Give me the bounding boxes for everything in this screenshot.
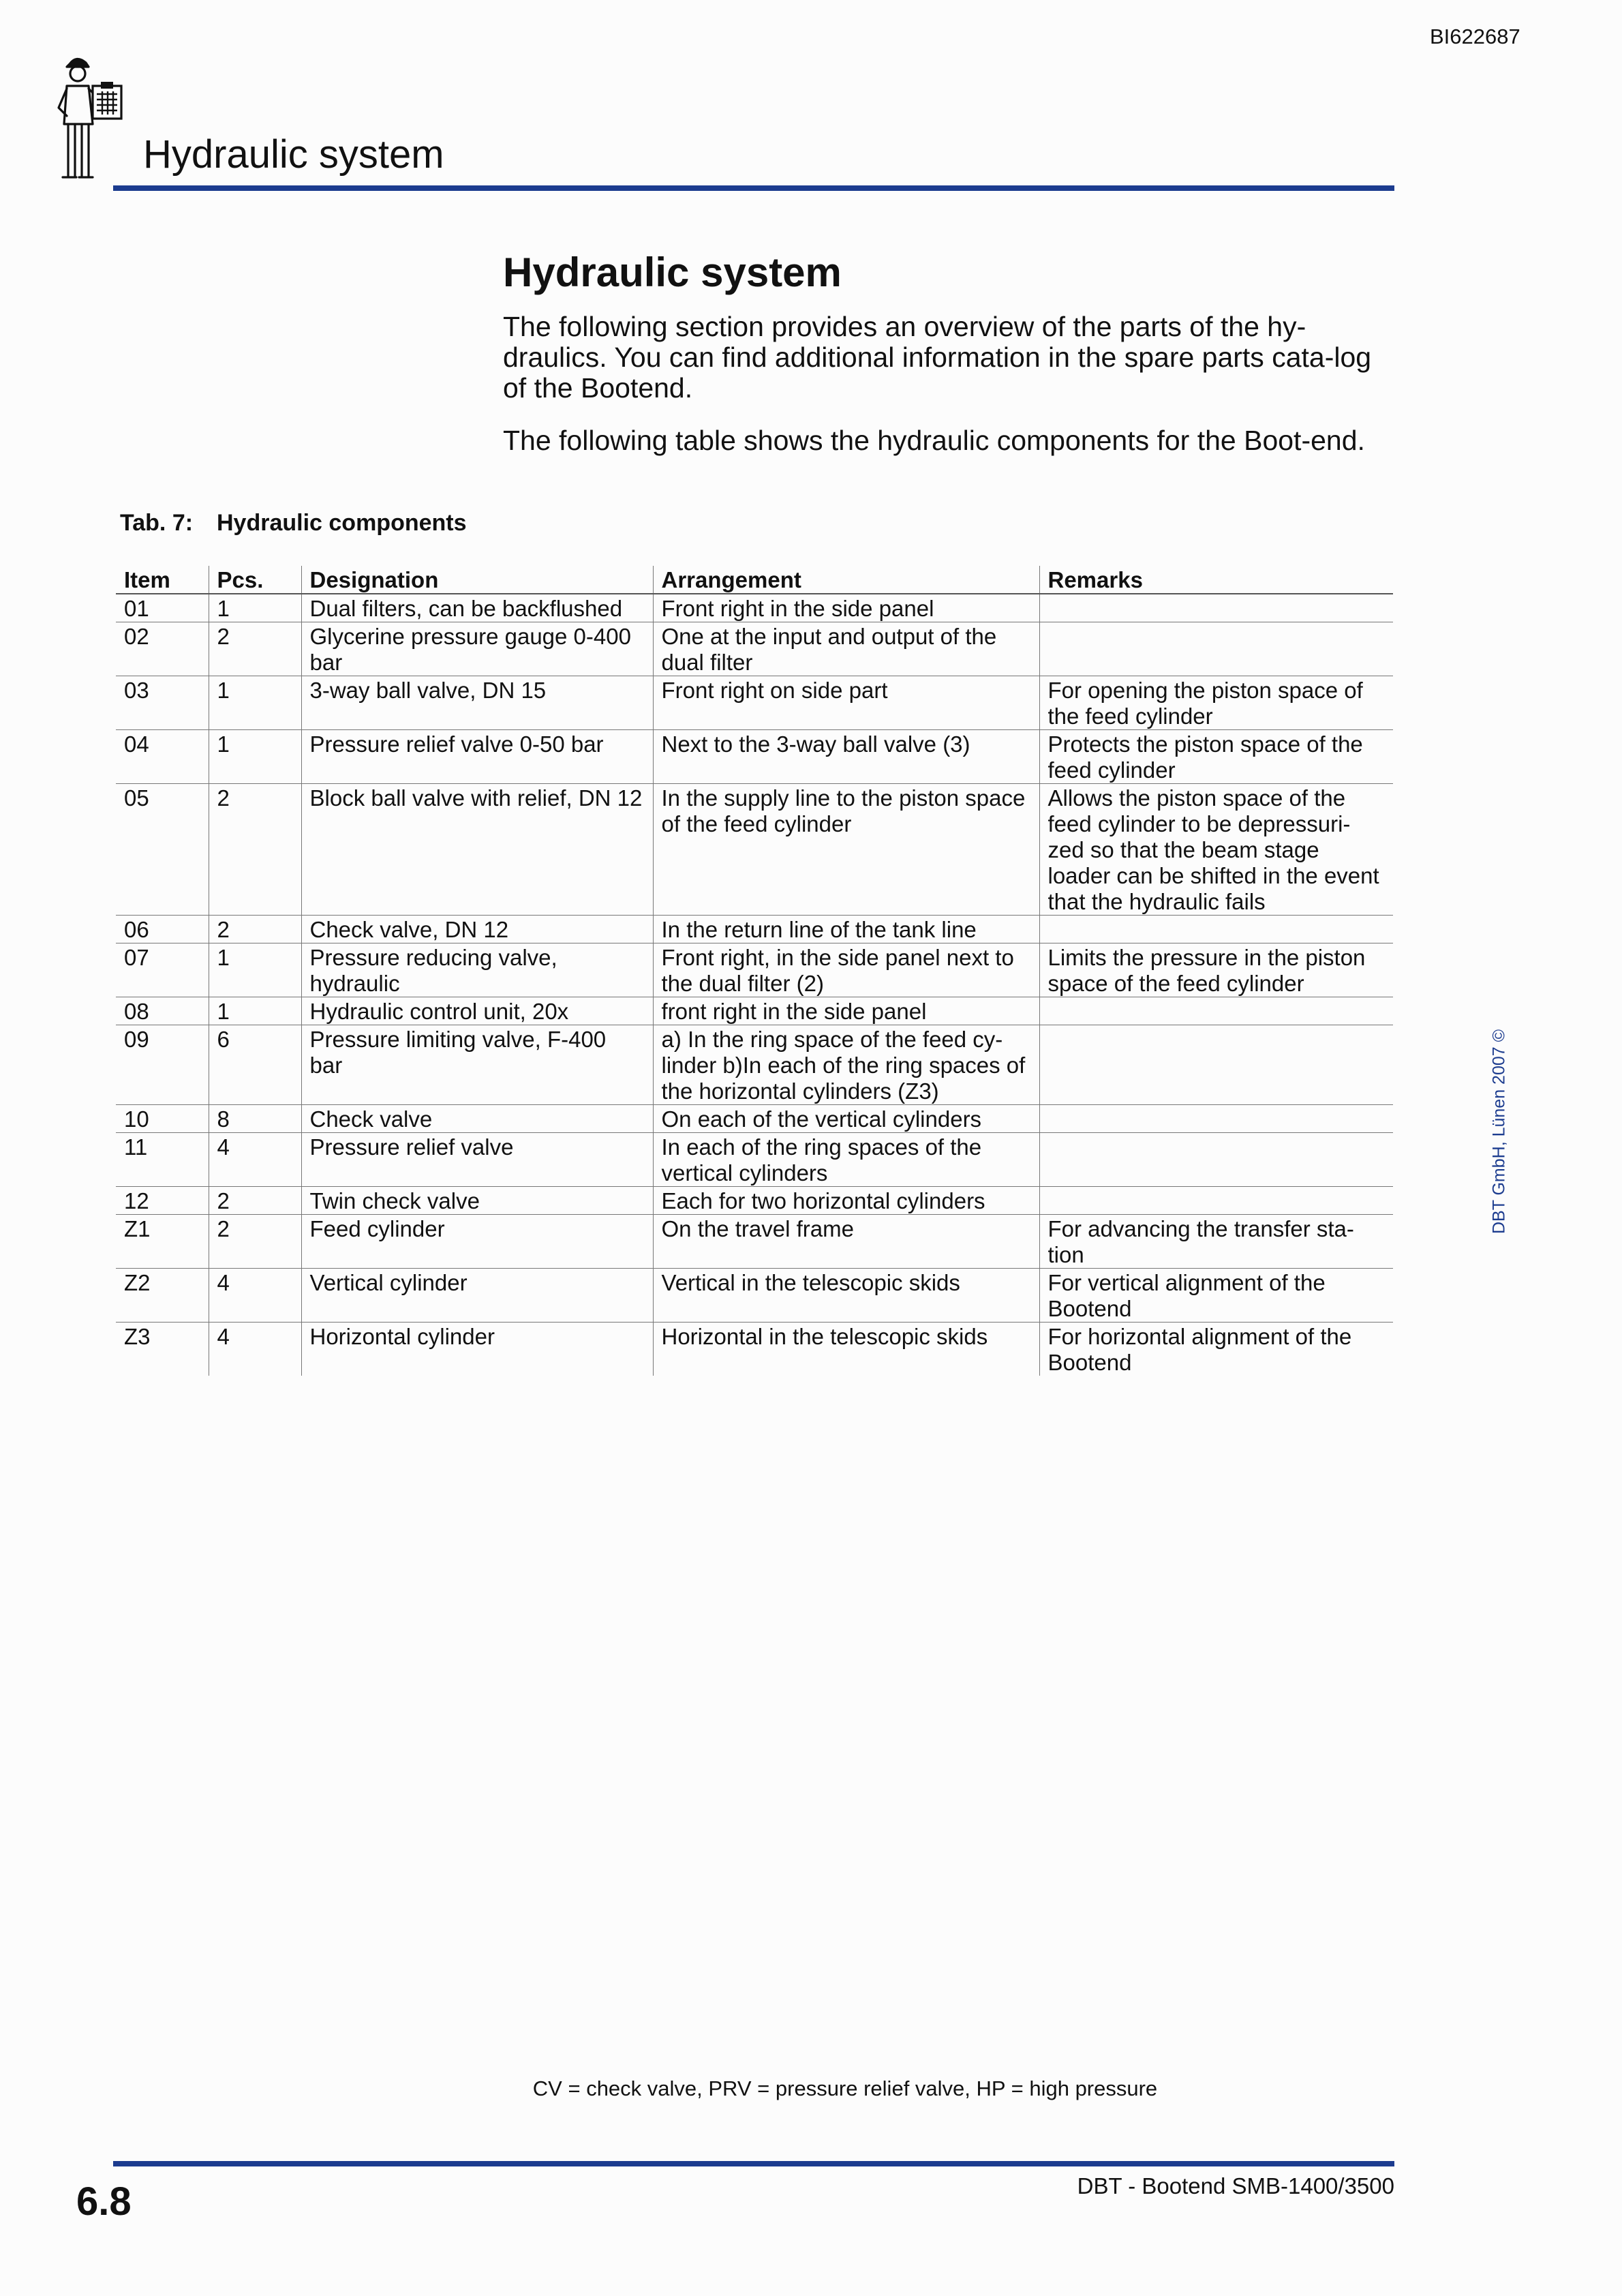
cell-designation: Block ball valve with relief, DN 12 bbox=[301, 784, 653, 916]
cell-designation: Pressure relief valve 0-50 bar bbox=[301, 730, 653, 784]
cell-pcs: 2 bbox=[209, 622, 301, 676]
cell-item: 07 bbox=[116, 943, 209, 997]
header-divider bbox=[113, 185, 1394, 191]
cell-arrangement: a) In the ring space of the feed cy-linder b)In each of the ring spaces of the horizontal cylinders (Z3) bbox=[653, 1025, 1039, 1105]
cell-arrangement: Horizontal in the telescopic skids bbox=[653, 1323, 1039, 1376]
cell-arrangement: Front right in the side panel bbox=[653, 594, 1039, 622]
page-number: 6.8 bbox=[76, 2179, 132, 2224]
cell-pcs: 6 bbox=[209, 1025, 301, 1105]
table-row bbox=[116, 784, 1393, 916]
table-intro-paragraph: The following table shows the hydraulic components for the Boot-end. bbox=[503, 425, 1365, 456]
table-caption bbox=[120, 510, 467, 537]
footer-divider bbox=[113, 2161, 1394, 2166]
cell-item: 10 bbox=[116, 1105, 209, 1133]
table-row bbox=[116, 594, 1393, 622]
cell-designation: 3-way ball valve, DN 15 bbox=[301, 676, 653, 730]
table-row bbox=[116, 1133, 1393, 1187]
cell-item: 02 bbox=[116, 622, 209, 676]
cell-item: 12 bbox=[116, 1187, 209, 1215]
cell-designation: Pressure relief valve bbox=[301, 1133, 653, 1187]
document-id: BI622687 bbox=[1430, 25, 1520, 48]
cell-item: Z1 bbox=[116, 1215, 209, 1269]
cell-pcs: 2 bbox=[209, 1215, 301, 1269]
abbreviation-footnote: CV = check valve, PRV = pressure relief valve, HP = high pressure bbox=[532, 2076, 1158, 2100]
cell-pcs: 4 bbox=[209, 1269, 301, 1323]
cell-pcs: 2 bbox=[209, 784, 301, 916]
cell-item: Z2 bbox=[116, 1269, 209, 1323]
worker-with-clipboard-icon bbox=[50, 53, 132, 183]
cell-designation: Check valve bbox=[301, 1105, 653, 1133]
table-row bbox=[116, 676, 1393, 730]
cell-remarks: Limits the pressure in the piston space of the feed cylinder bbox=[1039, 943, 1393, 997]
cell-arrangement: In the return line of the tank line bbox=[653, 916, 1039, 943]
cell-pcs: 1 bbox=[209, 594, 301, 622]
cell-pcs: 1 bbox=[209, 997, 301, 1025]
table-row bbox=[116, 943, 1393, 997]
cell-item: Z3 bbox=[116, 1323, 209, 1376]
column-header-arrangement: Arrangement bbox=[653, 566, 1039, 594]
column-header-item: Item bbox=[116, 566, 209, 594]
table-row bbox=[116, 916, 1393, 943]
column-header-pcs: Pcs. bbox=[209, 566, 301, 594]
table-row bbox=[116, 730, 1393, 784]
cell-remarks bbox=[1039, 997, 1393, 1025]
cell-item: 01 bbox=[116, 594, 209, 622]
cell-pcs: 2 bbox=[209, 1187, 301, 1215]
table-row bbox=[116, 997, 1393, 1025]
cell-designation: Dual filters, can be backflushed bbox=[301, 594, 653, 622]
cell-remarks bbox=[1039, 1025, 1393, 1105]
cell-item: 08 bbox=[116, 997, 209, 1025]
cell-remarks bbox=[1039, 1187, 1393, 1215]
table-caption-number: Tab. 7: bbox=[120, 510, 194, 536]
cell-designation: Horizontal cylinder bbox=[301, 1323, 653, 1376]
cell-designation: Pressure reducing valve, hydraulic bbox=[301, 943, 653, 997]
cell-arrangement: On each of the vertical cylinders bbox=[653, 1105, 1039, 1133]
cell-arrangement: Vertical in the telescopic skids bbox=[653, 1269, 1039, 1323]
cell-item: 11 bbox=[116, 1133, 209, 1187]
cell-designation: Vertical cylinder bbox=[301, 1269, 653, 1323]
table-row bbox=[116, 1105, 1393, 1133]
cell-remarks: For horizontal alignment of the Bootend bbox=[1039, 1323, 1393, 1376]
table-row bbox=[116, 1025, 1393, 1105]
section-title: Hydraulic system bbox=[503, 250, 842, 295]
cell-remarks bbox=[1039, 594, 1393, 622]
cell-remarks bbox=[1039, 1105, 1393, 1133]
column-header-remarks: Remarks bbox=[1039, 566, 1393, 594]
cell-arrangement: Front right on side part bbox=[653, 676, 1039, 730]
table-body bbox=[116, 594, 1393, 1376]
cell-pcs: 1 bbox=[209, 943, 301, 997]
cell-remarks: For opening the piston space of the feed cylinder bbox=[1039, 676, 1393, 730]
cell-remarks: For vertical alignment of the Bootend bbox=[1039, 1269, 1393, 1323]
table-caption-title: Hydraulic components bbox=[217, 510, 467, 536]
cell-pcs: 4 bbox=[209, 1323, 301, 1376]
table-row bbox=[116, 1323, 1393, 1376]
cell-arrangement: On the travel frame bbox=[653, 1215, 1039, 1269]
cell-remarks bbox=[1039, 622, 1393, 676]
cell-pcs: 1 bbox=[209, 676, 301, 730]
cell-item: 03 bbox=[116, 676, 209, 730]
cell-arrangement: Front right, in the side panel next to the dual filter (2) bbox=[653, 943, 1039, 997]
cell-pcs: 2 bbox=[209, 916, 301, 943]
cell-pcs: 4 bbox=[209, 1133, 301, 1187]
cell-arrangement: Next to the 3-way ball valve (3) bbox=[653, 730, 1039, 784]
cell-arrangement: In the supply line to the piston space of the feed cylinder bbox=[653, 784, 1039, 916]
cell-item: 05 bbox=[116, 784, 209, 916]
hydraulic-components-table bbox=[116, 566, 1393, 1376]
cell-item: 09 bbox=[116, 1025, 209, 1105]
table-row bbox=[116, 1187, 1393, 1215]
copyright-notice: DBT GmbH, Lünen 2007 © bbox=[1489, 1029, 1509, 1235]
table-row bbox=[116, 622, 1393, 676]
cell-arrangement: Each for two horizontal cylinders bbox=[653, 1187, 1039, 1215]
cell-designation: Glycerine pressure gauge 0-400 bar bbox=[301, 622, 653, 676]
cell-remarks: For advancing the transfer sta-tion bbox=[1039, 1215, 1393, 1269]
cell-remarks: Allows the piston space of the feed cylinder to be depressuri-zed so that the beam stage loader can be shifted in the event that the hydraulic fails bbox=[1039, 784, 1393, 916]
cell-remarks bbox=[1039, 1133, 1393, 1187]
document-name: DBT - Bootend SMB-1400/3500 bbox=[1077, 2173, 1394, 2199]
table-row bbox=[116, 1269, 1393, 1323]
intro-paragraph: The following section provides an overview of the parts of the hy-draulics. You can find additional information in the spare parts cata-log of the Bootend. bbox=[503, 311, 1372, 404]
cell-designation: Twin check valve bbox=[301, 1187, 653, 1215]
cell-arrangement: In each of the ring spaces of the vertical cylinders bbox=[653, 1133, 1039, 1187]
cell-pcs: 1 bbox=[209, 730, 301, 784]
cell-designation: Hydraulic control unit, 20x bbox=[301, 997, 653, 1025]
cell-designation: Check valve, DN 12 bbox=[301, 916, 653, 943]
cell-arrangement: One at the input and output of the dual filter bbox=[653, 622, 1039, 676]
cell-designation: Pressure limiting valve, F-400 bar bbox=[301, 1025, 653, 1105]
table-row bbox=[116, 1215, 1393, 1269]
cell-item: 04 bbox=[116, 730, 209, 784]
cell-remarks: Protects the piston space of the feed cylinder bbox=[1039, 730, 1393, 784]
cell-remarks bbox=[1039, 916, 1393, 943]
cell-designation: Feed cylinder bbox=[301, 1215, 653, 1269]
cell-item: 06 bbox=[116, 916, 209, 943]
column-header-designation: Designation bbox=[301, 566, 653, 594]
table-header-row bbox=[116, 566, 1393, 594]
header-title: Hydraulic system bbox=[143, 132, 444, 177]
cell-pcs: 8 bbox=[209, 1105, 301, 1133]
cell-arrangement: front right in the side panel bbox=[653, 997, 1039, 1025]
